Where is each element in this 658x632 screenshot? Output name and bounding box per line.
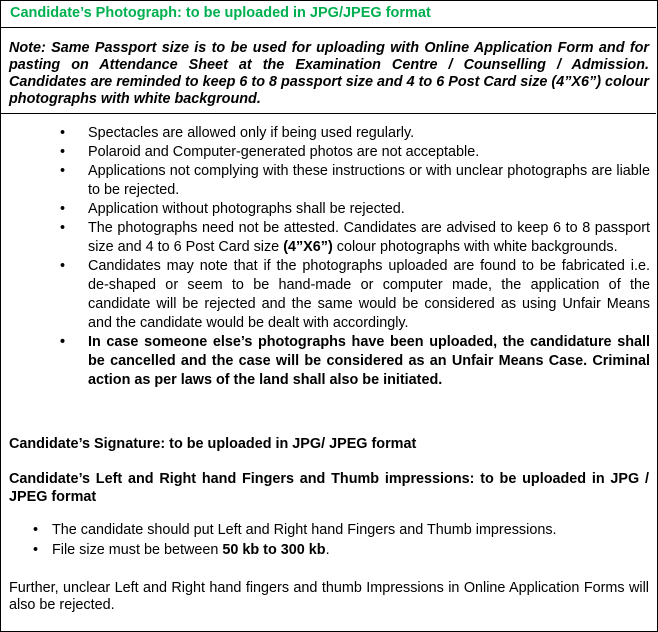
bullet-text: Candidates may note that if the photographs uploaded are found to be fabricated i.e. de-shaped or seem to be hand-made or computer made, the application of the candidate will be rejected and the same would be considered as using Unfair Means and the candidate would be dealt with accordingly. (88, 258, 650, 331)
bullet-text: Spectacles are allowed only if being used regularly. (88, 125, 415, 141)
bullet-text: The photographs need not be attested. Candidates are advised to keep 6 to 8 passport size and 4 to 6 Post Card size (88, 220, 650, 255)
photo-note: Note: Same Passport size is to be used for uploading with Online Application Form and for pasting on Attendance Sheet at the Examination Centre / Counselling / Admission. Candidates are reminded to keep 6 to 8 passport size and 4 to 6 Post Card size (4”X6”) colour photographs with white background. (9, 40, 649, 107)
bullet-text: . (325, 542, 330, 558)
list-item (58, 333, 650, 390)
bullet-text: Polaroid and Computer-generated photos are not acceptable. (88, 144, 480, 160)
bullet-bold-text: (4”X6”) (283, 239, 333, 255)
bullet-text: Applications not complying with these instructions or with unclear photographs are liable to be rejected. (88, 163, 650, 198)
bullet-text: File size must be between (52, 542, 223, 558)
list-item (58, 124, 650, 143)
bullet-text: Application without photographs shall be rejected. (88, 201, 405, 217)
signature-heading: Candidate’s Signature: to be uploaded in JPG/ JPEG format (9, 436, 417, 452)
bullet-text: In case someone else’s photographs have been uploaded, the candidature shall be cancelled and the case will be considered as an Unfair Means Case. Criminal action as per laws of the land shall also be initiated. (88, 334, 650, 388)
list-item (58, 219, 650, 257)
photo-section-title: Candidate’s Photograph: to be uploaded in JPG/JPEG format (10, 5, 431, 21)
list-item (58, 200, 650, 219)
bullet-text: colour photographs with white backgrounds. (332, 239, 618, 255)
bullet-text: The candidate should put Left and Right hand Fingers and Thumb impressions. (52, 522, 557, 538)
list-item (22, 540, 642, 560)
list-item (22, 520, 642, 540)
fingerprint-heading: Candidate’s Left and Right hand Fingers and Thumb impressions: to be uploaded in JPG / JPEG format (9, 471, 649, 505)
photo-bullet-list (58, 124, 650, 390)
list-item (58, 143, 650, 162)
list-item (58, 162, 650, 200)
bullet-bold-text: 50 kb to 300 kb (222, 542, 326, 558)
further-note: Further, unclear Left and Right hand fingers and thumb Impressions in Online Application Forms will also be rejected. (9, 580, 649, 613)
list-item (58, 257, 650, 333)
title-bar (1, 1, 656, 28)
fingerprint-bullet-list (22, 520, 642, 560)
